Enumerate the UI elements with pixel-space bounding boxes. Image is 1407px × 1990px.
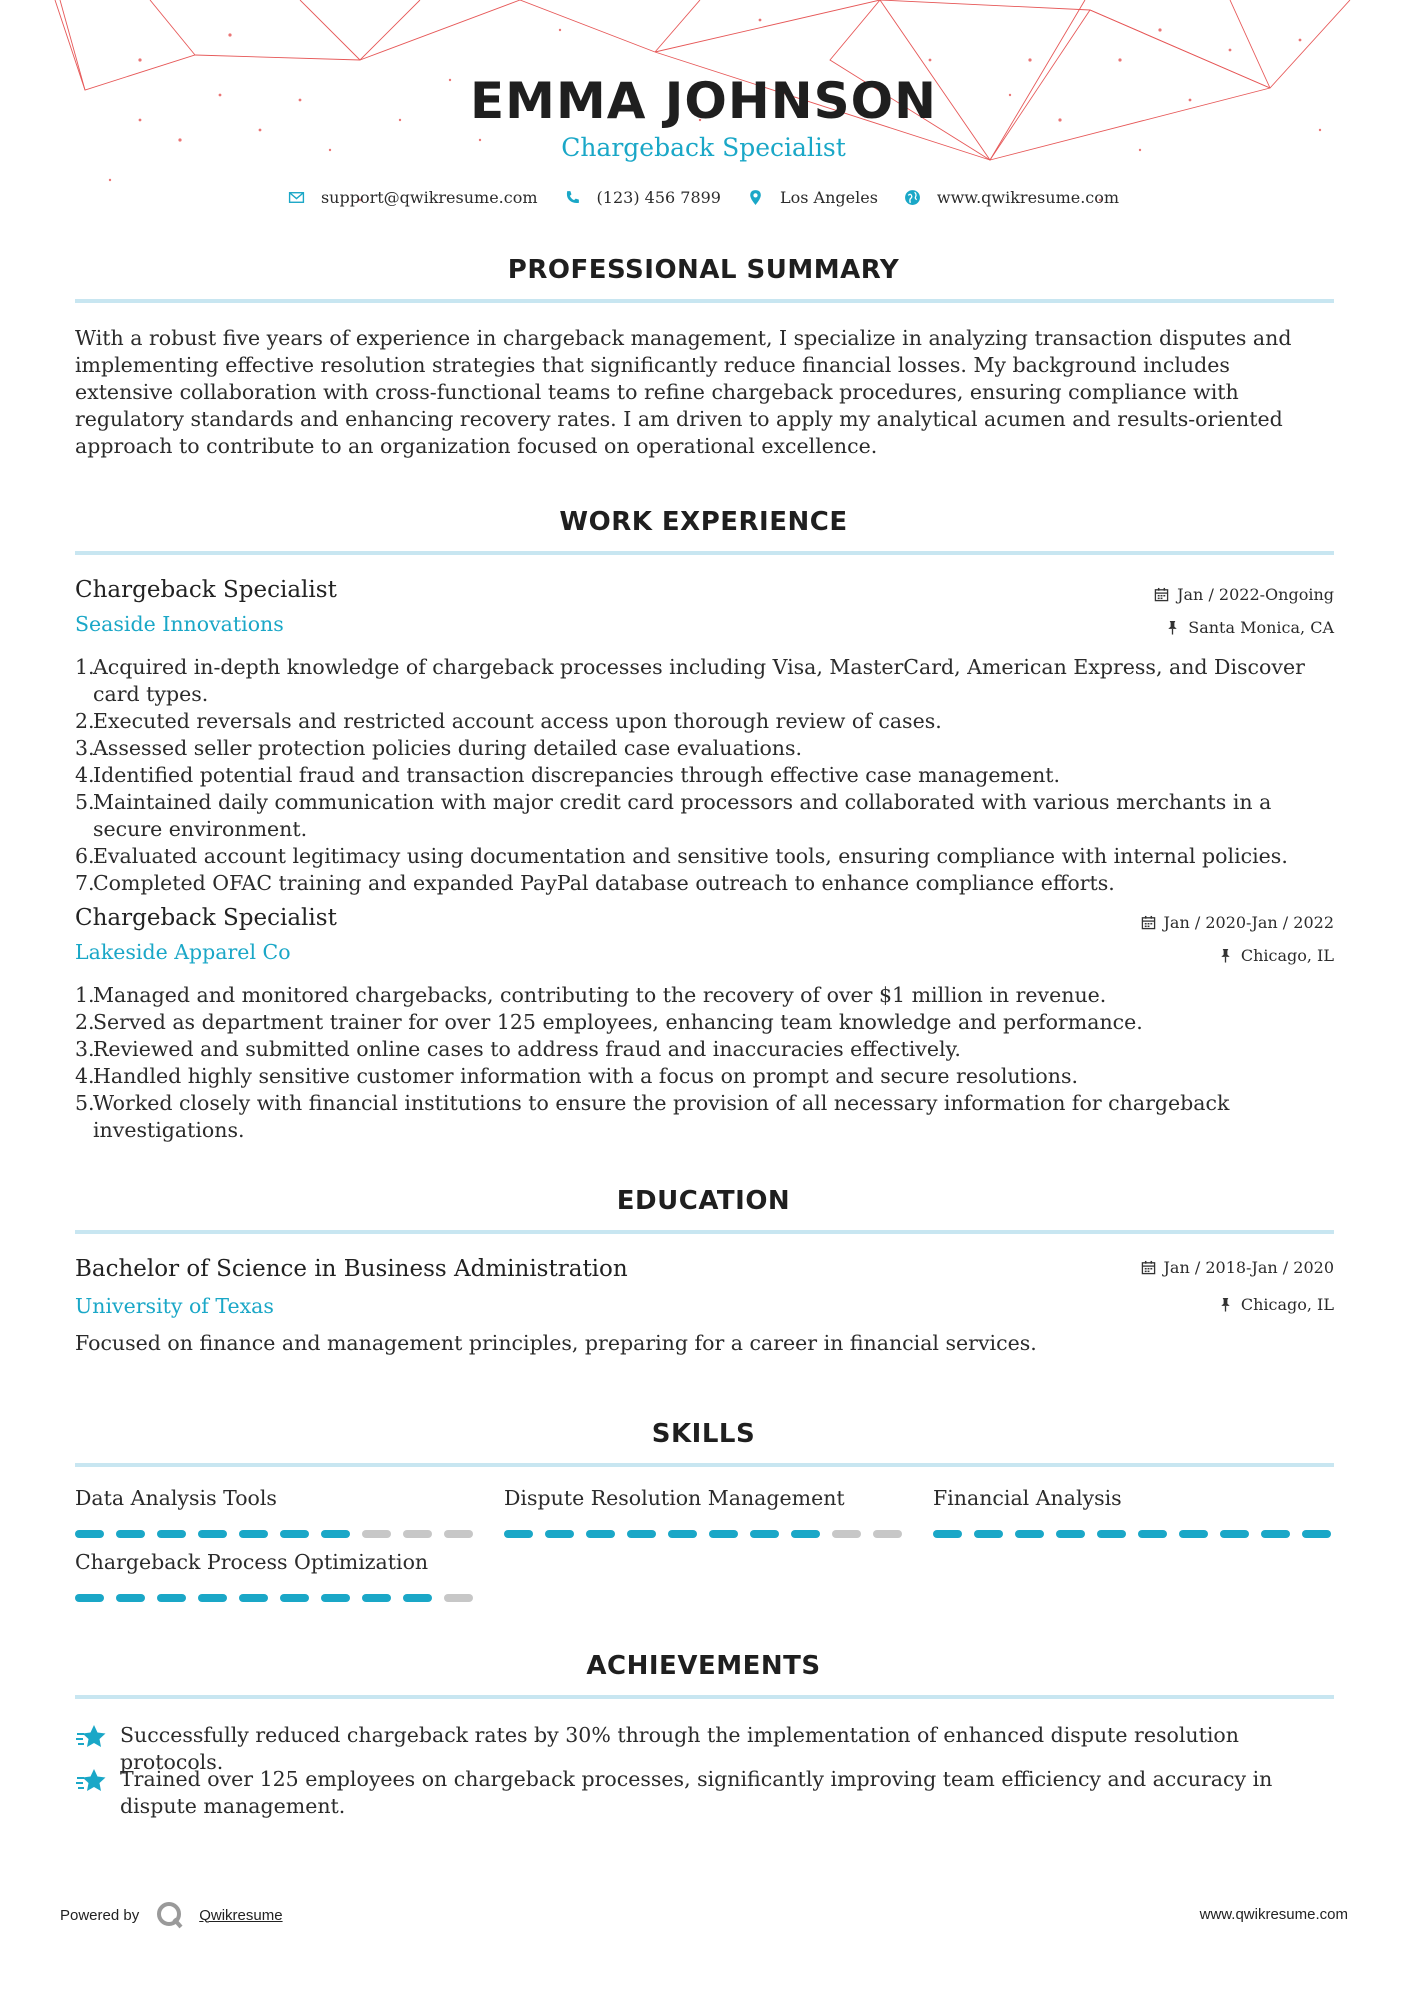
job-1-bullet-5: Maintained daily communication with major credit card processors and collaborated with various merchants in a secure environment. xyxy=(93,790,1272,841)
qwikresume-logo-icon xyxy=(155,1900,185,1930)
skill-name: Financial Analysis xyxy=(933,1486,1122,1510)
star-badge-icon xyxy=(75,1722,109,1752)
skill-level-segment-filled xyxy=(1097,1530,1126,1538)
skill-level-segment-filled xyxy=(280,1594,309,1602)
skill-level-segment-filled xyxy=(668,1530,697,1538)
contact-location xyxy=(747,188,878,207)
star-badge-icon xyxy=(75,1766,109,1796)
skill-level-segment-filled xyxy=(1220,1530,1249,1538)
education-school: University of Texas xyxy=(75,1294,274,1318)
job-2-location-text: Chicago, IL xyxy=(1240,946,1334,965)
job-2-bullet-2: Served as department trainer for over 125 employees, enhancing team knowledge and performance. xyxy=(93,1010,1143,1034)
skill-name: Chargeback Process Optimization xyxy=(75,1550,429,1574)
list-item: 4. Handled highly sensitive customer information with a focus on prompt and secure resolutions. xyxy=(75,1064,1078,1088)
job-1-location-text: Santa Monica, CA xyxy=(1188,618,1334,637)
job-2-title: Chargeback Specialist xyxy=(75,905,337,931)
education-divider xyxy=(75,1230,1334,1234)
skill-level-segment-filled xyxy=(974,1530,1003,1538)
job-2-company: Lakeside Apparel Co xyxy=(75,940,291,964)
skill-level-bar xyxy=(504,1530,904,1538)
contact-location-text: Los Angeles xyxy=(779,188,878,207)
skill-level-segment-filled xyxy=(239,1530,268,1538)
achievements-divider xyxy=(75,1695,1334,1699)
skill-level-segment-empty xyxy=(403,1530,432,1538)
achievement-item xyxy=(75,1766,1334,1820)
skill-level-segment-filled xyxy=(157,1530,186,1538)
skill-level-bar xyxy=(75,1594,475,1602)
contact-phone-text: (123) 456 7899 xyxy=(596,188,721,207)
achievement-text-1: Successfully reduced chargeback rates by 30% through the implementation of enhanced dispute resolution protocols. xyxy=(120,1723,1239,1774)
education-location-text: Chicago, IL xyxy=(1240,1295,1334,1314)
skill-level-segment-filled xyxy=(75,1594,104,1602)
job-2-bullet-1: Managed and monitored chargebacks, contributing to the recovery of over $1 million in revenue. xyxy=(93,983,1107,1007)
powered-by-label: Powered by xyxy=(60,1906,140,1924)
education-dates xyxy=(1141,1258,1334,1277)
job-1-bullet-3: Assessed seller protection policies during detailed case evaluations. xyxy=(93,736,803,760)
job-2-dates-text: Jan / 2020-Jan / 2022 xyxy=(1163,913,1334,932)
achievements-heading: ACHIEVEMENTS xyxy=(586,1651,821,1681)
calendar-icon xyxy=(1141,1260,1156,1275)
skill-level-segment-filled xyxy=(321,1530,350,1538)
skill-level-segment-filled xyxy=(198,1530,227,1538)
skill-level-segment-filled xyxy=(280,1530,309,1538)
list-item: 6. Evaluated account legitimacy using documentation and sensitive tools, ensuring compliance with internal policies. xyxy=(75,844,1288,868)
job-2-bullet-4: Handled highly sensitive customer information with a focus on prompt and secure resolutions. xyxy=(93,1064,1078,1088)
list-item: 2. Executed reversals and restricted account access upon thorough review of cases. xyxy=(75,709,942,733)
skill-level-segment-empty xyxy=(444,1594,473,1602)
summary-text: With a robust five years of experience in chargeback management, I specialize in analyzing transaction disputes and implementing effective resolution strategies that significantly reduce financial losses. My background includes extensive collaboration with cross-functional teams to refine chargeback procedures, ensuring compliance with regulatory standards and enhancing recovery rates. I am driven to apply my analytical acumen and results-oriented approach to contribute to an organization focused on operational excellence. xyxy=(75,326,1292,458)
skill-level-segment-empty xyxy=(444,1530,473,1538)
job-1-dates xyxy=(1154,585,1334,604)
job-2-dates xyxy=(1141,913,1334,932)
education-location xyxy=(1218,1295,1334,1314)
pin-icon xyxy=(1218,1297,1233,1312)
skills-divider xyxy=(75,1463,1334,1467)
job-1-bullet-6: Evaluated account legitimacy using documentation and sensitive tools, ensuring compliance with internal policies. xyxy=(93,844,1288,868)
footer-powered-by xyxy=(60,1900,283,1930)
list-item: 3. Reviewed and submitted online cases to address fraud and inaccuracies effectively. xyxy=(75,1037,961,1061)
skill-item xyxy=(933,1486,1333,1538)
list-item: 7. Completed OFAC training and expanded PayPal database outreach to enhance compliance efforts. xyxy=(75,871,1115,895)
list-item: 1. Managed and monitored chargebacks, contributing to the recovery of over $1 million in revenue. xyxy=(75,983,1107,1007)
pin-icon xyxy=(1165,620,1180,635)
calendar-icon xyxy=(1141,915,1156,930)
candidate-headline: Chargeback Specialist xyxy=(561,133,846,162)
job-2-bullet-5: Worked closely with financial institutions to ensure the provision of all necessary information for chargeback investigations. xyxy=(93,1091,1230,1142)
contact-email-text: support@qwikresume.com xyxy=(320,188,538,207)
skill-item xyxy=(75,1550,475,1602)
skill-level-segment-filled xyxy=(75,1530,104,1538)
skill-level-segment-filled xyxy=(1302,1530,1331,1538)
skills-heading: SKILLS xyxy=(651,1419,756,1449)
summary-heading: PROFESSIONAL SUMMARY xyxy=(507,255,900,285)
envelope-icon xyxy=(288,189,305,206)
list-item: 5. Maintained daily communication with major credit card processors and collaborated with various merchants in a secure environment. xyxy=(75,790,1272,841)
skill-level-segment-filled xyxy=(116,1530,145,1538)
skill-level-segment-empty xyxy=(832,1530,861,1538)
footer-website-link[interactable]: www.qwikresume.com xyxy=(1199,1906,1348,1923)
contact-bar xyxy=(0,188,1407,207)
achievement-text-2: Trained over 125 employees on chargeback processes, significantly improving team efficiency and accuracy in dispute management. xyxy=(120,1767,1273,1818)
skill-level-segment-filled xyxy=(198,1594,227,1602)
candidate-name: EMMA JOHNSON xyxy=(470,72,937,130)
skill-level-bar xyxy=(75,1530,475,1538)
skill-level-segment-filled xyxy=(1138,1530,1167,1538)
skill-item xyxy=(504,1486,904,1538)
skill-level-segment-filled xyxy=(933,1530,962,1538)
education-dates-text: Jan / 2018-Jan / 2020 xyxy=(1163,1258,1334,1277)
job-1-responsibilities xyxy=(75,654,1334,897)
phone-icon xyxy=(564,189,581,206)
skill-level-segment-filled xyxy=(709,1530,738,1538)
job-1-location xyxy=(1165,618,1334,637)
job-1-bullet-2: Executed reversals and restricted account access upon thorough review of cases. xyxy=(93,709,942,733)
skill-level-segment-filled xyxy=(545,1530,574,1538)
skill-level-segment-filled xyxy=(791,1530,820,1538)
calendar-icon xyxy=(1154,587,1169,602)
skill-level-segment-filled xyxy=(239,1594,268,1602)
list-item: 3. Assessed seller protection policies during detailed case evaluations. xyxy=(75,736,803,760)
job-1-company: Seaside Innovations xyxy=(75,612,284,636)
list-item: 4. Identified potential fraud and transaction discrepancies through effective case management. xyxy=(75,763,1061,787)
globe-icon xyxy=(904,189,921,206)
skill-level-segment-filled xyxy=(1056,1530,1085,1538)
skill-item xyxy=(75,1486,475,1538)
skill-level-segment-filled xyxy=(504,1530,533,1538)
skill-level-segment-filled xyxy=(586,1530,615,1538)
job-1-bullet-7: Completed OFAC training and expanded PayPal database outreach to enhance compliance efforts. xyxy=(93,871,1115,895)
contact-phone[interactable] xyxy=(564,188,721,207)
experience-heading: WORK EXPERIENCE xyxy=(559,507,848,537)
skill-name: Data Analysis Tools xyxy=(75,1486,277,1510)
skill-level-segment-filled xyxy=(157,1594,186,1602)
skill-level-segment-filled xyxy=(116,1594,145,1602)
list-item: 2. Served as department trainer for over 125 employees, enhancing team knowledge and performance. xyxy=(75,1010,1143,1034)
summary-divider xyxy=(75,299,1334,303)
skill-level-segment-filled xyxy=(750,1530,779,1538)
pin-icon xyxy=(1218,948,1233,963)
skill-level-segment-empty xyxy=(362,1530,391,1538)
contact-website[interactable] xyxy=(904,188,1119,207)
skill-level-bar xyxy=(933,1530,1333,1538)
experience-divider xyxy=(75,551,1334,555)
list-item: 1. Acquired in-depth knowledge of chargeback processes including Visa, MasterCard, American Express, and Discover card types. xyxy=(75,655,1305,706)
skill-level-segment-filled xyxy=(1179,1530,1208,1538)
contact-email[interactable] xyxy=(288,188,538,207)
contact-website-text: www.qwikresume.com xyxy=(936,188,1120,207)
qwikresume-link[interactable]: Qwikresume xyxy=(199,1906,283,1924)
job-1-bullet-1: Acquired in-depth knowledge of chargeback processes including Visa, MasterCard, American Express, and Discover card types. xyxy=(93,655,1305,706)
skill-level-segment-filled xyxy=(321,1594,350,1602)
job-2-responsibilities xyxy=(75,982,1334,1144)
skill-level-segment-empty xyxy=(873,1530,902,1538)
skill-level-segment-filled xyxy=(403,1594,432,1602)
education-description: Focused on finance and management principles, preparing for a career in financial services. xyxy=(75,1331,1037,1355)
list-item: 5. Worked closely with financial institutions to ensure the provision of all necessary information for chargeback investigations. xyxy=(75,1091,1230,1142)
job-1-title: Chargeback Specialist xyxy=(75,577,337,603)
skill-level-segment-filled xyxy=(627,1530,656,1538)
map-marker-icon xyxy=(747,189,764,206)
skill-name: Dispute Resolution Management xyxy=(504,1486,845,1510)
skill-level-segment-filled xyxy=(1261,1530,1290,1538)
job-2-location xyxy=(1218,946,1334,965)
job-1-bullet-4: Identified potential fraud and transaction discrepancies through effective case management. xyxy=(93,763,1061,787)
job-2-bullet-3: Reviewed and submitted online cases to address fraud and inaccuracies effectively. xyxy=(93,1037,961,1061)
skill-level-segment-filled xyxy=(1015,1530,1044,1538)
job-1-dates-text: Jan / 2022-Ongoing xyxy=(1177,585,1334,604)
skill-level-segment-filled xyxy=(362,1594,391,1602)
education-degree: Bachelor of Science in Business Administration xyxy=(75,1256,628,1282)
education-heading: EDUCATION xyxy=(616,1186,791,1216)
